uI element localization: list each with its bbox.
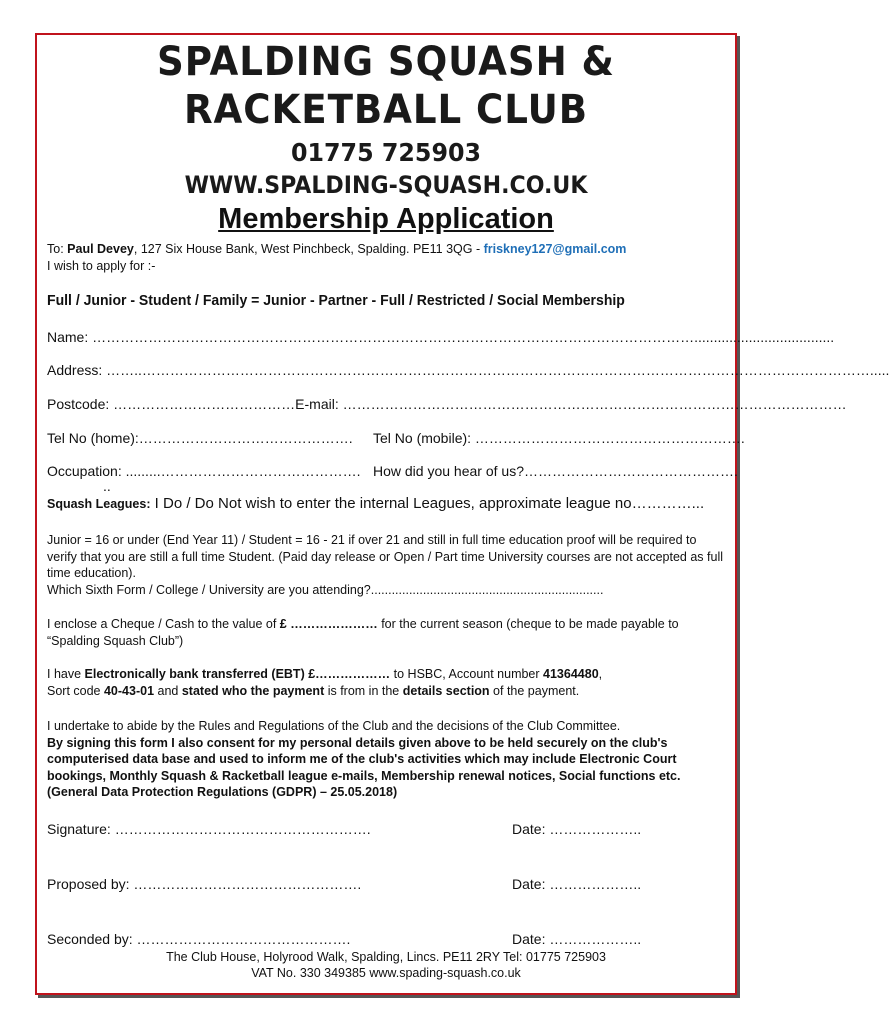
- dots: ..: [103, 478, 111, 494]
- membership-types[interactable]: Full / Junior - Student / Family = Junior - Partner - Full / Restricted / Social Membership: [47, 292, 625, 309]
- bank-text-f: Sort code: [47, 683, 104, 698]
- club-name-line1: SPALDING SQUASH &: [157, 39, 615, 85]
- cheque-amount[interactable]: £ …………………: [279, 617, 378, 631]
- footer-vat: VAT No. 330 349385 www.spading-squash.co.uk: [251, 966, 521, 980]
- occupation-field[interactable]: Occupation: .........…………………………………….: [47, 463, 361, 479]
- gdpr-consent-text: By signing this form I also consent for my personal details given above to be held securely on the club's computerised data base and used to inform me of the club's activities which may include Electronic Court bookings, Monthly Squash & Racketball league e-mails, Membership renewal notices, Social functions etc. (General Data Protection Regulations (GDPR) – 25.05.2018): [47, 735, 681, 799]
- recipient-address: , 127 Six House Bank, West Pinchbeck, Spalding. PE11 3QG -: [133, 242, 484, 256]
- postcode-email-field[interactable]: Postcode: …………………………………E-mail: ………………………………………………………………………………………………: [47, 396, 847, 412]
- junior-note-text: Junior = 16 or under (End Year 11) / Student = 16 - 21 if over 21 and still in full time education proof will be required to verify that you are still a full time Student. (Paid day release or Open / Part time University courses are not accepted as full time education).: [47, 533, 724, 580]
- leagues-text: I Do / Do Not wish to enter the internal Leagues, approximate league no…………...: [150, 495, 705, 512]
- name-field[interactable]: Name: …………………………………………………………………………………………………………………....................................: [47, 329, 835, 345]
- bank-text-k: details section: [402, 683, 490, 698]
- bank-line-2: [47, 683, 729, 700]
- signature-field[interactable]: Signature: ……………………………………………….: [47, 821, 371, 837]
- bank-transfer-statement: [47, 666, 729, 699]
- club-phone: 01775 725903: [290, 138, 482, 167]
- proposed-by-field[interactable]: Proposed by: ………………………………………….: [47, 876, 362, 892]
- signature-date-field[interactable]: Date: ………………..: [512, 821, 642, 837]
- proposed-date-field[interactable]: Date: ………………..: [512, 876, 642, 892]
- club-website: WWW.SPALDING-SQUASH.CO.UK: [184, 171, 588, 199]
- footer-address: The Club House, Holyrood Walk, Spalding, Lincs. PE11 2RY Tel: 01775 725903: [166, 950, 606, 964]
- bank-text-a: I have: [47, 667, 85, 681]
- to-line: [47, 242, 626, 256]
- seconded-date-field[interactable]: Date: ………………..: [512, 931, 642, 947]
- bank-text-e: ,: [598, 667, 603, 681]
- seconded-by-field[interactable]: Seconded by: ……………………………………….: [47, 931, 351, 947]
- apply-line: I wish to apply for :-: [47, 259, 156, 273]
- form-frame: [35, 33, 889, 995]
- consent-section: [47, 718, 729, 801]
- account-number: 41364480: [543, 667, 599, 681]
- cheque-payable: for the current season (cheque to be made payable to “Spalding Squash Club”): [47, 617, 679, 648]
- bank-text-j: is from in the: [324, 683, 403, 698]
- address-field[interactable]: Address: ……..………………………………………………………………………………………………………………………………………….....: [47, 362, 889, 378]
- college-question[interactable]: Which Sixth Form / College / University are you attending?...................................................................: [47, 582, 604, 597]
- bank-text-l: of the payment.: [489, 683, 580, 698]
- leagues-line[interactable]: [47, 495, 704, 513]
- tel-home-field[interactable]: Tel No (home):……………………………………….: [47, 430, 353, 446]
- junior-note: [47, 532, 729, 598]
- cheque-text: I enclose a Cheque / Cash to the value of: [47, 617, 280, 631]
- to-prefix: To:: [47, 242, 68, 256]
- tel-mobile-field[interactable]: Tel No (mobile): ………………………………………………….: [373, 430, 745, 446]
- rules-text: I undertake to abide by the Rules and Regulations of the Club and the decisions of the Club Committee.: [47, 719, 621, 733]
- recipient-name: Paul Devey: [67, 242, 134, 256]
- bank-text-i: stated who the payment: [181, 683, 325, 698]
- recipient-email[interactable]: friskney127@gmail.com: [483, 242, 627, 256]
- heard-of-us-field[interactable]: How did you hear of us?……………………………………….: [373, 463, 738, 479]
- leagues-label: Squash Leagues:: [47, 497, 151, 511]
- sort-code: 40-43-01: [103, 683, 155, 698]
- bank-text-c: to HSBC, Account number: [390, 667, 544, 681]
- club-name-line2: RACKETBALL CLUB: [183, 87, 589, 133]
- cheque-statement: [47, 616, 729, 649]
- bank-text-h: and: [154, 683, 182, 698]
- form-title: Membership Application: [218, 203, 554, 235]
- ebt-amount[interactable]: Electronically bank transferred (EBT) £………………: [84, 667, 391, 681]
- bank-line-1: [47, 666, 729, 683]
